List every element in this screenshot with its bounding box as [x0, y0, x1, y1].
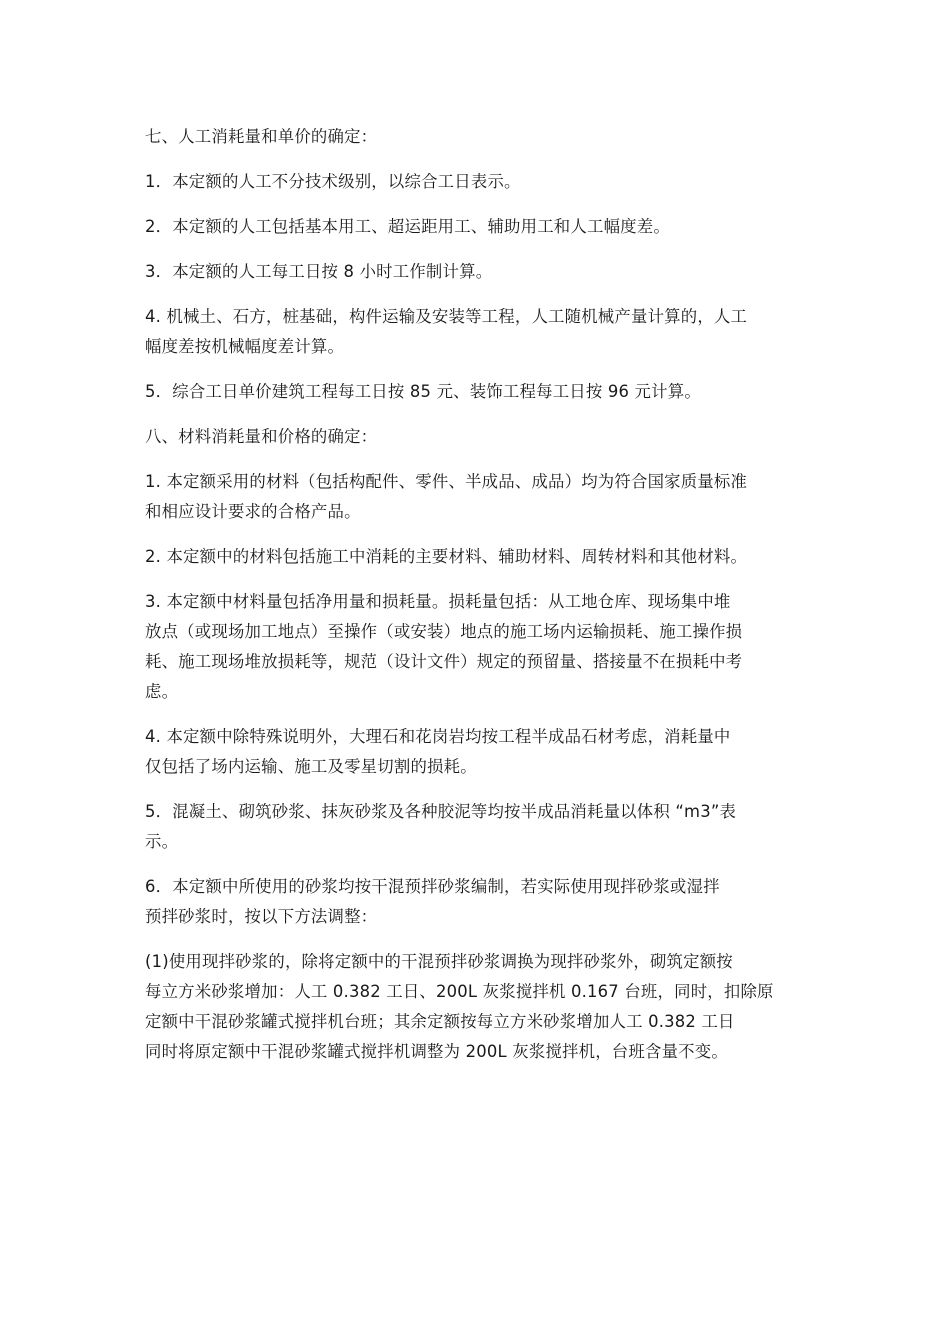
text-line: 放点（或现场加工地点）至操作（或安装）地点的施工场内运输损耗、施工操作损	[145, 622, 743, 641]
text-line: 4. 本定额中除特殊说明外，大理石和花岗岩均按工程半成品石材考虑，消耗量中	[145, 727, 731, 746]
paragraph	[145, 212, 817, 242]
text-line: 八、材料消耗量和价格的确定：	[145, 427, 378, 446]
text-line: 七、人工消耗量和单价的确定：	[145, 127, 378, 146]
text-line: 6．本定额中所使用的砂浆均按干混预拌砂浆编制，若实际使用现拌砂浆或湿拌	[145, 877, 720, 896]
paragraph	[145, 947, 817, 1067]
paragraph	[145, 122, 817, 152]
text-line: 同时将原定额中干混砂浆罐式搅拌机调整为 200L 灰浆搅拌机，台班含量不变。	[145, 1042, 728, 1061]
text-line: 2．本定额的人工包括基本用工、超运距用工、辅助用工和人工幅度差。	[145, 217, 670, 236]
text-line: 定额中干混砂浆罐式搅拌机台班；其余定额按每立方米砂浆增加人工 0.382 工日	[145, 1012, 735, 1031]
paragraph	[145, 377, 817, 407]
text-line: 1. 本定额采用的材料（包括构配件、零件、半成品、成品）均为符合国家质量标准	[145, 472, 748, 491]
text-line: 每立方米砂浆增加：人工 0.382 工日、200L 灰浆搅拌机 0.167 台班，同时，扣除原	[145, 982, 774, 1001]
paragraph	[145, 302, 817, 362]
text-line: 1．本定额的人工不分技术级别，以综合工日表示。	[145, 172, 521, 191]
text-line: 3．本定额的人工每工日按 8 小时工作制计算。	[145, 262, 493, 281]
text-line: 5．混凝土、砌筑砂浆、抹灰砂浆及各种胶泥等均按半成品消耗量以体积 “m3”表	[145, 802, 737, 821]
paragraph	[145, 542, 817, 572]
text-line: 2. 本定额中的材料包括施工中消耗的主要材料、辅助材料、周转材料和其他材料。	[145, 547, 748, 566]
text-line: (1)使用现拌砂浆的，除将定额中的干混预拌砂浆调换为现拌砂浆外，砌筑定额按	[145, 952, 733, 971]
text-line: 5．综合工日单价建筑工程每工日按 85 元、装饰工程每工日按 96 元计算。	[145, 382, 701, 401]
paragraph	[145, 872, 817, 932]
text-line: 预拌砂浆时，按以下方法调整：	[145, 907, 378, 926]
paragraph	[145, 257, 817, 287]
paragraph	[145, 167, 817, 197]
text-line: 耗、施工现场堆放损耗等，规范（设计文件）规定的预留量、搭接量不在损耗中考	[145, 652, 743, 671]
document-body	[145, 122, 817, 1082]
text-line: 幅度差按机械幅度差计算。	[145, 337, 345, 356]
paragraph	[145, 722, 817, 782]
paragraph	[145, 422, 817, 452]
text-line: 虑。	[145, 682, 179, 701]
text-line: 示。	[145, 832, 179, 851]
paragraph	[145, 587, 817, 707]
text-line: 仅包括了场内运输、施工及零星切割的损耗。	[145, 757, 477, 776]
text-line: 3. 本定额中材料量包括净用量和损耗量。损耗量包括：从工地仓库、现场集中堆	[145, 592, 731, 611]
paragraph	[145, 467, 817, 527]
text-line: 4. 机械土、石方，桩基础，构件运输及安装等工程，人工随机械产量计算的，人工	[145, 307, 748, 326]
text-line: 和相应设计要求的合格产品。	[145, 502, 361, 521]
paragraph	[145, 797, 817, 857]
